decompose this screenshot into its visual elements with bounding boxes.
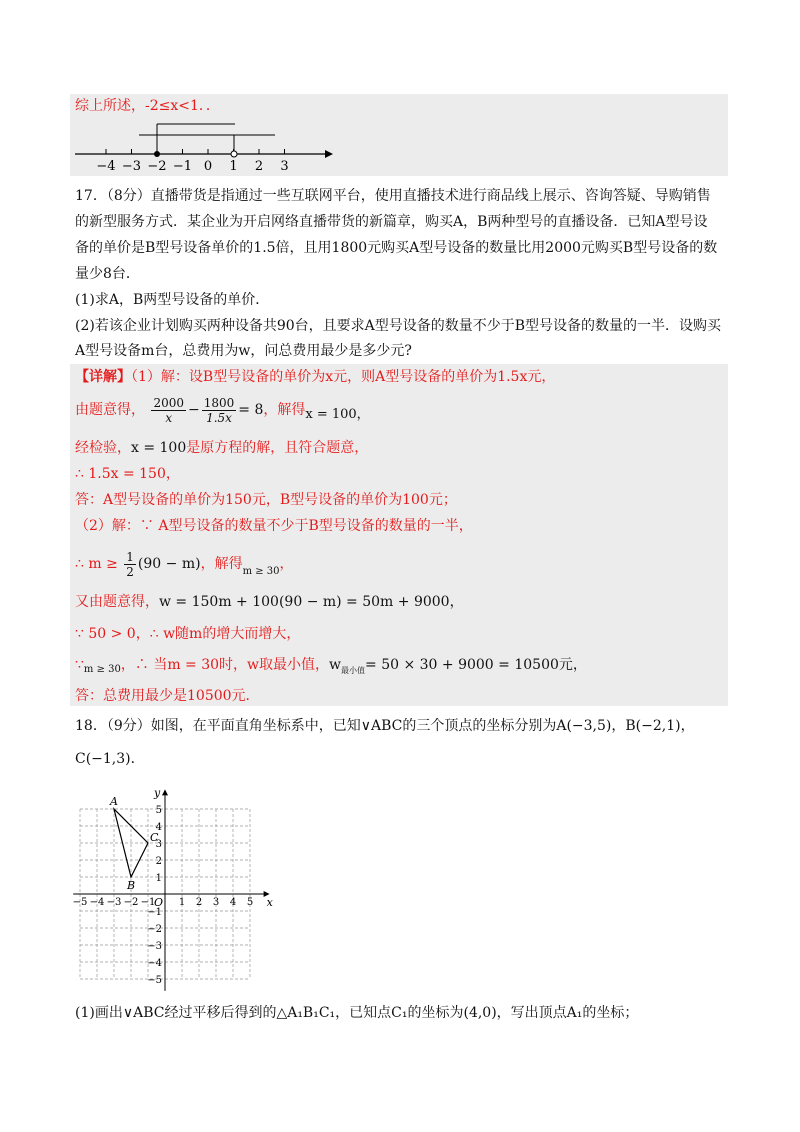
y-tick-label: 2	[155, 856, 162, 867]
y-axis-label: y	[154, 786, 161, 800]
detail-line1-text: （1）解：设B型号设备的单价为x元，则A型号设备的单价为1.5x元，	[131, 369, 556, 385]
x-tick-label: −3	[106, 897, 122, 908]
detail-line3	[75, 438, 368, 458]
detail-line7-e: ，	[279, 556, 294, 572]
origin-label: O	[154, 896, 164, 909]
q17-stem-line3: 备的单价是B型号设备单价的1.5倍，且用1800元购买A型号设备的数量比用2000元购买B型号设备的数	[75, 240, 718, 256]
x-tick-label: 4	[229, 897, 237, 908]
detail-line3-b: x = 100	[131, 440, 187, 456]
x-tick-label: 2	[195, 897, 203, 908]
y-tick-label: 1	[155, 873, 162, 884]
open-point	[231, 151, 237, 157]
detail-line7-b: (90 − m)	[137, 556, 201, 572]
x-tick-label: 3	[212, 897, 220, 908]
y-tick-label: −5	[147, 975, 162, 986]
number-line-tick-label: −4	[96, 159, 116, 174]
detail-line10-f: = 50 × 30 + 9000 = 10500元，	[365, 657, 587, 673]
number-line-tick-label: −2	[147, 159, 167, 174]
detail-line1	[75, 367, 555, 387]
detail-line3-c: 是原方程的解，且符合题意，	[186, 440, 369, 456]
number-line-tick-label: 0	[203, 159, 213, 174]
x-tick-label: 1	[178, 897, 186, 908]
y-tick-label: −2	[147, 924, 162, 935]
y-tick-label: 4	[155, 822, 162, 833]
detail-line7-a: ∴ m ≥	[75, 556, 118, 572]
minus-sign: −	[188, 402, 200, 418]
q17-part2-line1: (2)若该企业计划购买两种设备共90台，且要求A型号设备的数量不少于B型号设备的数量的一半．设购买	[75, 318, 722, 334]
frac1-den: x	[165, 410, 173, 425]
x-tick-label: 5	[246, 897, 254, 908]
half-den: 2	[126, 564, 134, 579]
q17-stem-line1: 17．（8分）直播带货是指通过一些互联网平台，使用直播技术进行商品线上展示、咨询答疑、导购销售	[75, 188, 711, 204]
q18-stem-line2: C(−1,3)．	[75, 751, 145, 767]
summary-text: 综上所述，-2≤x<1．．	[75, 98, 220, 114]
detail-line2-c: x = 100，	[305, 407, 370, 422]
fraction-half	[124, 550, 136, 579]
frac2-den: 1.5x	[206, 410, 232, 425]
number-line-tick-label: −3	[121, 159, 142, 174]
y-tick-label: 5	[155, 805, 162, 816]
detail-line10-e: 最小值	[341, 666, 366, 675]
detail-line7	[75, 544, 294, 584]
vertex-label-a: A	[110, 795, 118, 808]
detail-line10-a: ∵	[75, 657, 84, 673]
detail-line7-c: ，解得	[200, 556, 243, 572]
q17-stem-line2: 的新型服务方式．某企业为开启网络直播带货的新篇章，购买A，B两种型号的直播设备．已知A型号设	[75, 214, 708, 230]
number-line-tick-label: 1	[229, 159, 238, 174]
x-tick-label: −1	[140, 897, 156, 908]
detail-line4: ∴ 1.5x = 150，	[75, 466, 180, 482]
detail-line10-b: m ≥ 30	[83, 664, 121, 675]
x-axis-label: x	[266, 896, 273, 909]
fraction-2000-x	[151, 396, 186, 425]
detail-line6: （2）解：∵ A型号设备的数量不少于B型号设备的数量的一半，	[75, 518, 473, 534]
detail-line10-d: w	[329, 657, 342, 673]
frac1-num: 2000	[153, 395, 184, 410]
x-tick-label: −2	[123, 897, 139, 908]
fraction-1800-1.5x	[202, 396, 237, 425]
detail-line3-a: 经检验，	[75, 440, 131, 456]
y-tick-label: −4	[147, 958, 162, 969]
number-line-tick-label: 3	[280, 159, 289, 174]
detail-line10	[75, 655, 587, 681]
y-tick-label: 3	[155, 839, 162, 850]
q17-part2-line2: A型号设备m台，总费用为w，问总费用最少是多少元?	[75, 343, 412, 359]
vertex-label-b: B	[127, 879, 136, 892]
detail-line9: ∵ 50 > 0，∴ w随m的增大而增大，	[75, 626, 301, 642]
detail-line10-c: ，∴ 当m = 30时，w取最小值，	[120, 657, 330, 673]
detail-line8	[75, 592, 464, 612]
vertex-label-c: C	[150, 831, 159, 844]
detail-line2	[75, 392, 370, 428]
closed-point	[154, 151, 160, 157]
detail-line5: 答：A型号设备的单价为150元，B型号设备的单价为100元；	[75, 492, 457, 508]
number-line-tick-label: −1	[172, 159, 193, 174]
detail-line11: 答：总费用最少是10500元．	[75, 688, 260, 704]
number-line-ticks	[96, 149, 288, 174]
q18-part1: (1)画出∨ABC经过平移后得到的△A₁B₁C₁，已知点C₁的坐标为(4,0)，写出顶点A₁的坐标；	[75, 1005, 639, 1021]
equals-eight: = 8	[238, 402, 264, 418]
half-num: 1	[126, 549, 134, 564]
detail-line7-d: m ≥ 30	[242, 566, 280, 577]
detail-line2-b: ，解得	[263, 402, 306, 418]
frac2-num: 1800	[203, 395, 235, 410]
x-tick-label: −5	[72, 897, 88, 908]
detail-line8-a: 又由题意得，	[75, 594, 159, 610]
y-tick-label: −3	[147, 941, 162, 952]
number-line-tick-label: 2	[254, 159, 264, 174]
coordinate-grid	[70, 782, 290, 992]
y-tick-label: −1	[147, 907, 162, 918]
q17-part1: (1)求A，B两型号设备的单价．	[75, 292, 270, 308]
x-tick-label: −4	[89, 897, 105, 908]
detail-line8-b: w = 150m + 100(90 − m) = 50m + 9000，	[159, 594, 464, 610]
detail-line2-a: 由题意得，	[75, 402, 145, 418]
detail-tag: 【详解】	[75, 369, 131, 385]
y-axis-arrow	[162, 789, 168, 795]
q17-stem-line4: 量少8台．	[75, 266, 140, 282]
q18-stem-line1: 18．（9分）如图，在平面直角坐标系中，已知∨ABC的三个顶点的坐标分别为A(−3,5)，B(−2,1)，	[75, 718, 695, 734]
number-line	[75, 118, 335, 176]
